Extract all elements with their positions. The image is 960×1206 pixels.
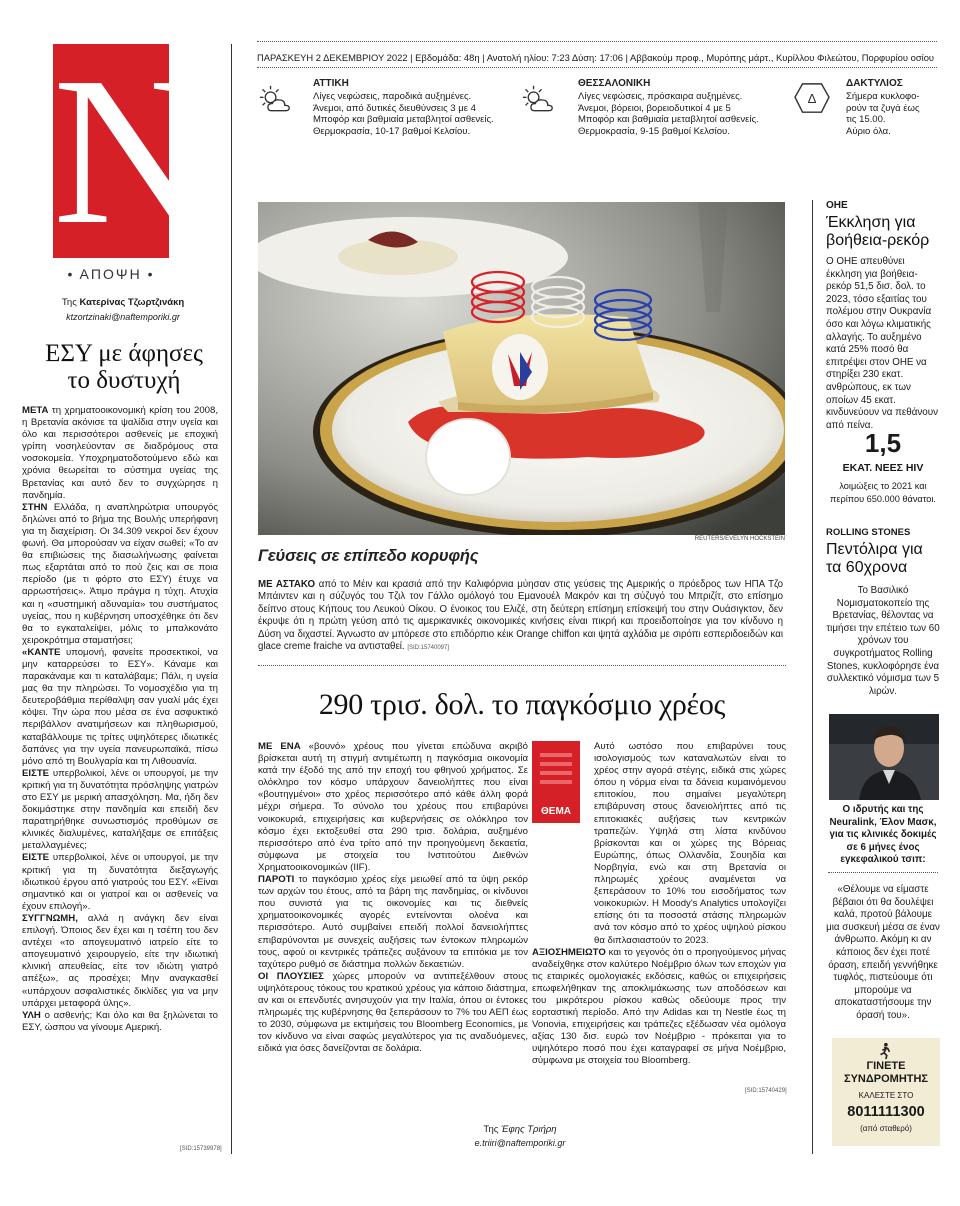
traffic-text: Σήμερα κυκλοφο- ρούν τα ζυγά έως τις 15.00. Αύριο όλα. [846, 91, 920, 137]
musk-quote: «Θέλουμε να είμαστε βέβαιοι ότι θα δουλέψει καλά, προτού βάλουμε μια συσκευή μέσα σε έναν άνθρωπο. Ακόμη κι αν κάποιος δεν έχει ποτέ όραση, επειδή γεννήθηκε τυφλός, πιστεύουμε ότι μπορούμε να αποκαταστήσουμε την όρασή του». [826, 884, 940, 1021]
traffic-ring [792, 78, 942, 158]
subscribe-call: ΚΑΛΕΣΤΕ ΣΤΟ [858, 1091, 914, 1100]
stones-headline: Πεντόλιρα για τα 60χρονα [826, 541, 923, 576]
ring-road-sign-icon [792, 82, 832, 116]
sidebar-divider [812, 200, 813, 1154]
top-rule [257, 41, 937, 42]
subscribe-line1: ΓΙΝΕΤΕ [866, 1060, 906, 1072]
weather-attica [257, 78, 507, 158]
weather-text: Λίγες νεφώσεις, πρόσκαιρα αυξημένες. Άνεμοι, βόρειοι, βορειοδυτικοί 4 με 5 Μποφόρ και βαθμιαία μεταβλητοί ασθενείς. Θερμοκρασία, 9-15 βαθμοί Κελσίου. [578, 91, 759, 137]
opinion-sid: [SID:15739978] [180, 1146, 222, 1152]
weather-region: ΘΕΣΣΑΛΟΝΙΚΗ [578, 78, 651, 89]
stones-text: Το Βασιλικό Νομισματοκοπείο της Βρετανίας, θέλοντας να τιμήσει την επέτειο των 60 χρόνων του συγκροτήματος Rolling Stones, κυκλοφόρησε ένα συλλεκτικό νόμισμα των 5 λιρών. [826, 585, 940, 697]
byline-prefix: Της [61, 297, 77, 308]
photo-bottom-rule [258, 665, 786, 666]
runner-icon [876, 1042, 894, 1060]
dateline-rule [257, 67, 937, 68]
debt-col2 [532, 741, 786, 1068]
musk-photo [829, 714, 939, 800]
opinion-email[interactable]: ktzortzinaki@naftemporiki.gr [66, 312, 180, 322]
dateline: ΠΑΡΑΣΚΕΥΗ 2 ΔΕΚΕΜΒΡΙΟΥ 2022 | Εβδομάδα: 48η | Ανατολή ηλίου: 7:23 Δύση: 17:06 | Αββακούμ προφ., Μυρόπης μάρτ., Κυρίλλου Φιλεώτου, Πορφυρίου οσίου [257, 52, 935, 63]
author-name: Κατερίνας Τζωρτζινάκη [79, 297, 185, 308]
subscribe-line2: ΣΥΝΔΡΟΜΗΤΗΣ [843, 1073, 929, 1085]
opinion-para: ΕΙΣΤΕ υπερβολικοί, λένε οι υπουργοί, με την κριτική για τη δυνατότητα πρόσληψης γιατρών στο ΕΣΥ με μερική απασχόληση. Μα, ήδη δεν δοκιμάστηκε στην πανδημία και επειδή δεν παρατηρήθηκε συνωστισμός προθύμων σε κλινικές διαλυμένες, καταλήξαμε σε επιτάξεις μεταλλαγμένες; [22, 767, 218, 852]
logo-letter: N [53, 33, 207, 268]
ring-sign-letter: Δ [807, 90, 817, 106]
opinion-para: ΕΙΣΤΕ υπερβολικοί, λένε οι υπουργοί, με την κριτική για τη δυνατότητα διεξαγωγής ιδιωτικού έργου από γιατρούς του ΕΣΥ. «Είναι σημαντικό και οι γιατροί και οι ασθενείς να έχουν επιλογή». [22, 852, 218, 912]
debt-author: Έφης Τριήρη [501, 1124, 557, 1135]
opinion-para: ΣΥΓΓΝΩΜΗ, αλλά η ανάγκη δεν είναι επιλογή. Όποιος δεν έχει και η τσέπη του δεν αντέχει «το απογευματινό ιατρείο είτε το απογευματινό χειρουργείο, είτε την ιδιωτική κλινική απευθείας, είτε τον ιδιώτη γιατρό απέξω», ας προσέχει; Μην αναγκασθεί «υπάρχουν ασφαλιστικές δικλίδες για να μην υπάρχει μεταφορά ύλης». [22, 912, 218, 1009]
subscribe-phone[interactable]: 8011111300 [847, 1104, 925, 1120]
hiv-text: λοιμώξεις το 2021 και περίπου 650.000 θάνατοι. [830, 481, 936, 504]
partly-sunny-icon [257, 84, 293, 116]
debt-sid: [SID:15740429] [745, 1088, 787, 1094]
debt-headline: 290 τρισ. δολ. το παγκόσμιο χρέος [318, 688, 726, 721]
dessert-photo [258, 202, 785, 535]
musk-caption: Ο ιδρυτής και της Neuralink, Έλον Μασκ, για τις κλινικές δοκιμές σε 6 μήνες ένος εγκεφαλικού τσιπ: [829, 804, 937, 866]
stones-kicker: ROLLING STONES [826, 527, 911, 538]
photo-headline: Γεύσεις σε επίπεδο κορυφής [258, 547, 479, 565]
partly-sunny-icon [520, 84, 556, 116]
opinion-para: ΥΛΗ ο ασθενής; Και όλο και θα ξηλώνεται το ΕΣΥ, ώσπου να γίνουμε Αμερική. [22, 1009, 218, 1033]
debt-para: ΜΕ ΕΝΑ «βουνό» χρέους που γίνεται επώδυνα ακριβό βρίσκεται αυτή τη στιγμή αντιμέτωπη η παγκόσμια οικονομία κατά την έξοδό της από την εποχή του φθηνού χρήματος. Σε ολόκληρο τον κόσμο υπάρχουν δανειολήπτες που είναι «βουτηγμένοι» στο χρέος περισσότερο από κάθε άλλη φορά μέχρι σήμερα. Το σύνολο του χρέους που επιβαρύνει νοικοκυριά, επιχειρήσεις και κυβερνήσεις σε ολόκληρο τον κόσμο έχει εκτοξευθεί στα 290 τρισ. δολάρια, αυξημένο περισσότερο από ένα τρίτο από την προηγούμενη δεκαετία, σύμφωνα με στοιχεία του Ινστιτούτου Διεθνών Χρηματοοικονομικών (IIF). [258, 741, 528, 873]
subscribe-note: (από σταθερό) [860, 1124, 912, 1133]
un-kicker: ΟΗΕ [826, 200, 848, 211]
opinion-headline: ΕΣΥ με άφησες το δυστυχή [45, 340, 203, 394]
debt-para: ΟΙ ΠΛΟΥΣΙΕΣ χώρες μπορούν να αντιπεξέλθουν στους υψηλότερους τόκους του κρατικού χρέους για κάποιο διάστημα, αν και οι επενδυτές ανησυχούν για την Ιταλία, όπου οι έντοκες πληρωμές της κυβέρνησης θα ξεπεράσουν το 7% του ΑΕΠ έως το 2030, σύμφωνα με εκτιμήσεις του Bloomberg Economics, με τον κίνδυνο να είναι σαφώς μεγαλύτερος για τις αναδυόμενες, ειδικά για όσες δανείζονται σε δολάρια. [258, 970, 528, 1055]
subscribe-box[interactable] [832, 1038, 940, 1146]
column-divider [231, 44, 232, 1154]
weather-thessaloniki [520, 78, 770, 158]
opinion-byline [28, 297, 218, 308]
hiv-label: ΕΚΑΤ. ΝΕΕΣ HIV [842, 462, 924, 474]
badge-label: ΘΕΜΑ [541, 806, 571, 817]
masthead-logo [53, 33, 207, 268]
debt-col1 [258, 741, 528, 1055]
opinion-para: ΜΕΤΑ τη χρηματοοικονομική κρίση του 2008, η Βρετανία ακόνισε τα ψαλίδια στην υγεία και όλο και περισσότεροι ασθενείς με εποχική γρίπη νοσηλεύονταν σε διαδρόμους στα νοσοκομεία. Υποχρηματοδοτούμενο εδώ και χρόνια θεωρείται το σύστημα υγείας της Βρετανίας και αυτό δεν το συγχώρησε η πανδημία. [22, 405, 218, 501]
debt-email[interactable]: e.triiri@naftemporiki.gr [474, 1138, 566, 1148]
dessert-photo-illustration [258, 202, 785, 535]
weather-region: ΑΤΤΙΚΗ [313, 78, 349, 89]
un-headline: Έκκληση για βοήθεια-ρεκόρ [826, 214, 930, 249]
debt-para: Αυτό ωστόσο που επιβαρύνει τους ισολογισμούς των καταναλωτών είναι το χρέος στην αγορά στέγης, ειδικά στις χώρες όπου η νόρμα είναι τα δάνεια κυμαινόμενου επιτοκίου, που σημαίνει μεγαλύτερη επιβάρυνση στους δανειολήπτες από τις επιτοκιακές αυξήσεις των κεντρικών τραπεζών. Υψηλά στη λίστα κινδύνου βρίσκονται και οι χώρες της Βόρειας Ευρώπης, όπως Ολλανδία, Σουηδία και Νορβηγία, ενώ και στη Βρετανία οι πληρωμές χρέους αναμένεται να ξεπεράσουν το 10% του εισοδήματος των νοικοκυριών. Η Moody's Analytics υπολογίζει επίσης ότι τα ποσοστά στάσης πληρωμών ανά τον κόσμο από το χρέος υψηλού ρίσκου θα διπλασιαστούν το 2023. [594, 741, 786, 946]
section-label: • ΑΠΟΨΗ • [67, 266, 155, 282]
opinion-body [22, 405, 218, 1034]
weather-region: ΔΑΚΤΥΛΙΟΣ [846, 78, 903, 89]
opinion-para: «ΚΑΝΤΕ υπομονή, φανείτε προσεκτικοί, να μην καταρρεύσει το ΕΣΥ». Κάναμε και παρακάναμε και τι καταλάβαμε; Πάλι, η υγεία μας θα την πληρώσει. Το νομοσχέδιο για τη δευτεροβάθμια περίθαλψη σαν γυαλί μάς έχει κόψει. Την ώρα που μέσα σε ένα ασφυκτικό περιβάλλον ανατιμήσεων και πληθωρισμού, καταβάλλουμε τις τρίτες υψηλότερες ιδιωτικές δαπάνες για την υγεία πανευρωπαϊκά, πίσω μόνο από τη Βουλγαρία και τη Λιθουανία. [22, 646, 218, 767]
musk-portrait [829, 714, 939, 800]
debt-byline: Της Έφης Τριήρη [483, 1124, 557, 1135]
opinion-para: ΣΤΗΝ Ελλάδα, η αναπληρώτρια υπουργός δηλώνει από το βήμα της Βουλής υπερήφανη για τη διαχείριση. Οι 34.309 νεκροί δεν έχουν φωνή. Θα μπορούσαν να είχαν σωθεί; «Το αν θα επιβιώσεις της διασωλήνωσης φαίνεται πως εξαρτάται από το πού ζεις και σε ποια περίοδο (με τι φόρτο στο ΕΣΥ) έτυχε να αρρωστήσεις». Άτιμο πράγμα η τύχη. Ατυχία και η «συστημική αδυναμία» του συστήματος υγείας, που η κυβέρνηση υποσχέθηκε ότι δεν θα το εγκαταλείψει, μόλις το μπαλκονάτο χειροκρότημα σταματήσει; [22, 501, 218, 646]
hiv-number: 1,5 [864, 428, 902, 458]
photo-caption: ΜΕ ΑΣΤΑΚΟ από το Μέιν και κρασιά από την Καλιφόρνια μύησαν στις γεύσεις της Αμερικής ο πρόεδρος των ΗΠΑ Τζο Μπάιντεν και η σύζυγός του Τζιλ τον Γάλλο ομόλογό του Εμανουέλ Μακρόν και τη σύζυγό του Μπριζίτ, στο επίσημο δείπνο στους Κήπους του Λευκού Οίκου. Ο ένοικος του Ελιζέ, στη δεύτερη επίσημη επίσκεψή του στην Ουάσιγκτον, δεν έκρυψε ότι η πρώτη γεύση από τις αμερικανικές οικονομικές κινήσεις είναι πικρή και προειδοποίησε για τον κίνδυνο η Δύση να διχαστεί. Άγνωστο αν μπόρεσε στο επιδόρπιο κέικ Orange chiffon και ψητά αχλάδια με σιρόπι εσπεριδοειδών και glace creme fraiche να αντισταθεί. [SID:15740097] [258, 579, 783, 653]
photo-credit: REUTERS/EVELYN HOCKSTEIN [694, 536, 785, 542]
weather-text: Λίγες νεφώσεις, παροδικά αυξημένες. Άνεμοι, από δυτικές διευθύνσεις 3 με 4 Μποφόρ και βαθμιαία μεταβλητοί ασθενείς. Θερμοκρασία, 10-17 βαθμοί Κελσίου. [313, 91, 494, 137]
musk-rule [828, 872, 938, 873]
debt-para: ΠΑΡΟΤΙ το παγκόσμιο χρέος είχε μειωθεί από τα ύψη ρεκόρ των αρχών του έτους, από τα βάρη της πανδημίας, οι κίνδυνοι που συνιστά για τις οικονομίες και τις διεθνείς χρηματοοικονομικές αγορές εντείνονται ολοένα και περισσότερο. Αυτό συμβαίνει επειδή πολλοί δανειολήπτες επιβαρύνονται με συνεχείς αυξήσεις των έντοκων πληρωμών τους, αφού οι κεντρικές τράπεζες αυξάνουν τα επιτόκια με τον ταχύτερο ρυθμό σε διάστημα πολλών δεκαετιών. [258, 874, 528, 970]
un-text: Ο ΟΗΕ απευθύνει έκκληση για βοήθεια-ρεκόρ 51,5 δισ. δολ. το 2023, τόσο εξαιτίας του πολέμου στην Ουκρανία όσο και λόγω κλιματικής αλλαγής. Το αυξημένο κατά 25% ποσό θα επιτρέψει στον ΟΗΕ να στηρίξει 230 εκατ. ανθρώπους, εκ των οποίων 45 εκατ. κινδυνεύουν να πεθάνουν από πείνα. [826, 256, 938, 431]
debt-para: ΑΞΙΟΣΗΜΕΙΩΤΟ και το γεγονός ότι ο προηγούμενος μήνας αναδείχθηκε στον καλύτερο Νοέμβριο όλων των εποχών για τις εταιρικές ομολογιακές εκδόσεις, καθώς οι επιχειρήσεις επωφελήθηκαν της αποκλιμάκωσης των αποδόσεων και του μικρότερου ρίσκου καθώς οδεύουμε προς την εορταστική περίοδο. Από την Adidas και τη Nestle έως τη Vonovia, επιχειρήσεις και τράπεζες εξέδωσαν νέα ομόλογα αξίας 130 δισ. ευρώ τον Νοέμβριο - πρόκειται για το υψηλότερο ποσό που έχει καταγραφεί σε μήνα Νοέμβριο, σύμφωνα με στοιχεία του Bloomberg. [532, 946, 786, 1067]
